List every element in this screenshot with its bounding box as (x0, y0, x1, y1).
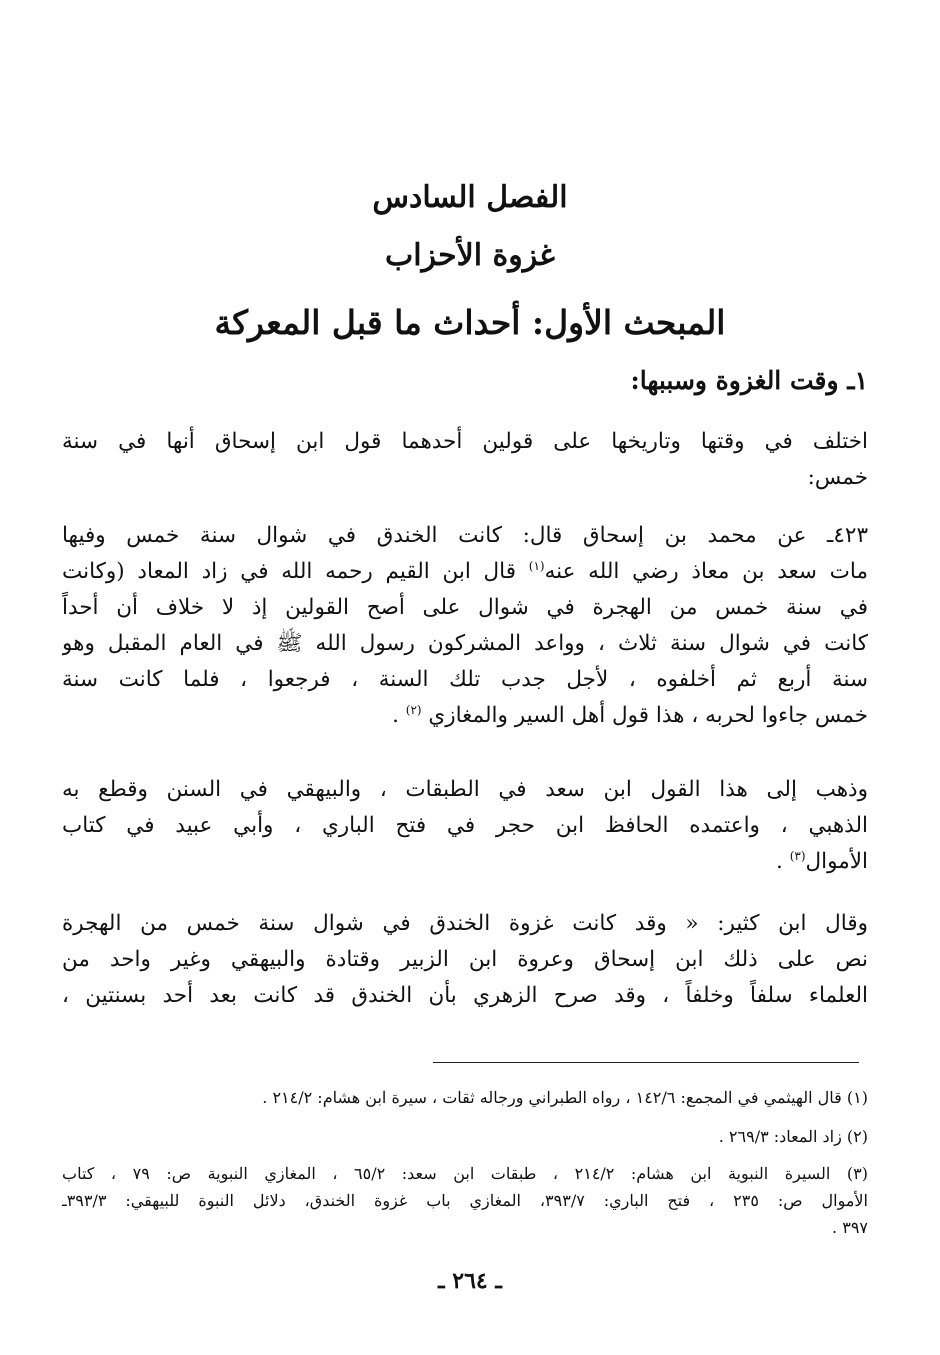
subsection-title: ١ـ وقت الغزوة وسببها: (630, 366, 868, 395)
footnote-line: ٣٩٧ . (832, 1218, 868, 1237)
text-line: كانت في شوال سنة ثلاث ، وواعد المشركون رسول الله ﷺ في العام المقبل وهو (62, 631, 868, 656)
footnote-line: (١) قال الهيثمي في المجمع: ١٤٢/٦ ، رواه الطبراني ورجاله ثقات ، سيرة ابن هشام: ٢١٤/٢ . (262, 1088, 868, 1107)
text-line: ٤٢٣ـ عن محمد بن إسحاق قال: كانت الخندق في شوال سنة خمس وفيها (62, 523, 868, 548)
text-line: سنة أربع ثم أخلفوه ، لأجل جدب تلك السنة ، فرجعوا ، فلما كانت سنة (62, 667, 868, 692)
text-line: اختلف في وقتها وتاريخها على قولين أحدهما قول ابن إسحاق أنها في سنة (62, 429, 868, 454)
footnote-line: (٢) زاد المعاد: ٢٦٩/٣ . (718, 1127, 868, 1146)
footnote-3 (62, 1160, 868, 1241)
text-segment: قال ابن القيم رحمه الله في زاد المعاد (وكانت (62, 559, 516, 584)
text-line: العلماء سلفاً وخلفاً ، وقد صرح الزهري بأن الخندق قد كانت بعد أحد بسنتين ، (62, 983, 868, 1008)
text-segment: الأموال (805, 849, 868, 874)
footnote-1 (62, 1084, 868, 1111)
footnote-marker: (١) (528, 558, 545, 573)
paragraph-hadith-423 (62, 518, 868, 734)
footnote-2 (62, 1123, 868, 1150)
text-line: في سنة خمس من الهجرة في شوال على أصح القولين إذ لا خلاف أن أحداً (62, 595, 868, 620)
paragraph-intro (62, 424, 868, 496)
footnote-line: (٣) السيرة النبوية ابن هشام: ٢١٤/٢ ، طبقات ابن سعد: ٦٥/٢ ، المغازي النبوية ص: ٧٩ ، كتاب (62, 1164, 868, 1183)
text-line: وذهب إلى هذا القول ابن سعد في الطبقات ، والبيهقي في السنن وقطع به (62, 777, 868, 802)
battle-title: غزوة الأحزاب (384, 238, 555, 273)
text-line: الذهبي ، واعتمده الحافظ ابن حجر في فتح الباري ، وأبي عبيد في كتاب (62, 813, 868, 838)
footnote-marker: (٣) (789, 848, 806, 863)
paragraph-ibn-saad (62, 772, 868, 880)
footnote-marker: (٢) (405, 702, 422, 717)
text-segment: . (776, 849, 783, 874)
text-line (62, 844, 868, 880)
footnote-line: الأموال ص: ٢٣٥ ، فتح الباري: ٣٩٣/٧، المغازي باب غزوة الخندق، دلائل النبوة للبيهقي: ٣٩٣/٣ـ (62, 1191, 868, 1210)
text-segment: مات سعد بن معاذ رضي الله عنه (544, 559, 868, 584)
page-number: ـ ٢٦٤ ـ (438, 1268, 502, 1294)
footnote-separator (433, 1062, 859, 1063)
text-line (62, 554, 868, 590)
text-line: وقال ابن كثير: « وقد كانت غزوة الخندق في شوال سنة خمس من الهجرة (62, 911, 868, 936)
section-title: المبحث الأول: أحداث ما قبل المعركة (214, 303, 726, 342)
text-line (62, 698, 868, 734)
paragraph-ibn-kathir (62, 906, 868, 1014)
text-line: نص على ذلك ابن إسحاق وعروة ابن الزبير وقتادة والبيهقي وغير واحد من (62, 947, 868, 972)
text-segment: خمس جاءوا لحربه ، هذا قول أهل السير والمغازي (428, 703, 868, 728)
text-segment: . (392, 703, 399, 728)
chapter-title: الفصل السادس (372, 180, 568, 215)
text-line: خمس: (807, 465, 868, 490)
